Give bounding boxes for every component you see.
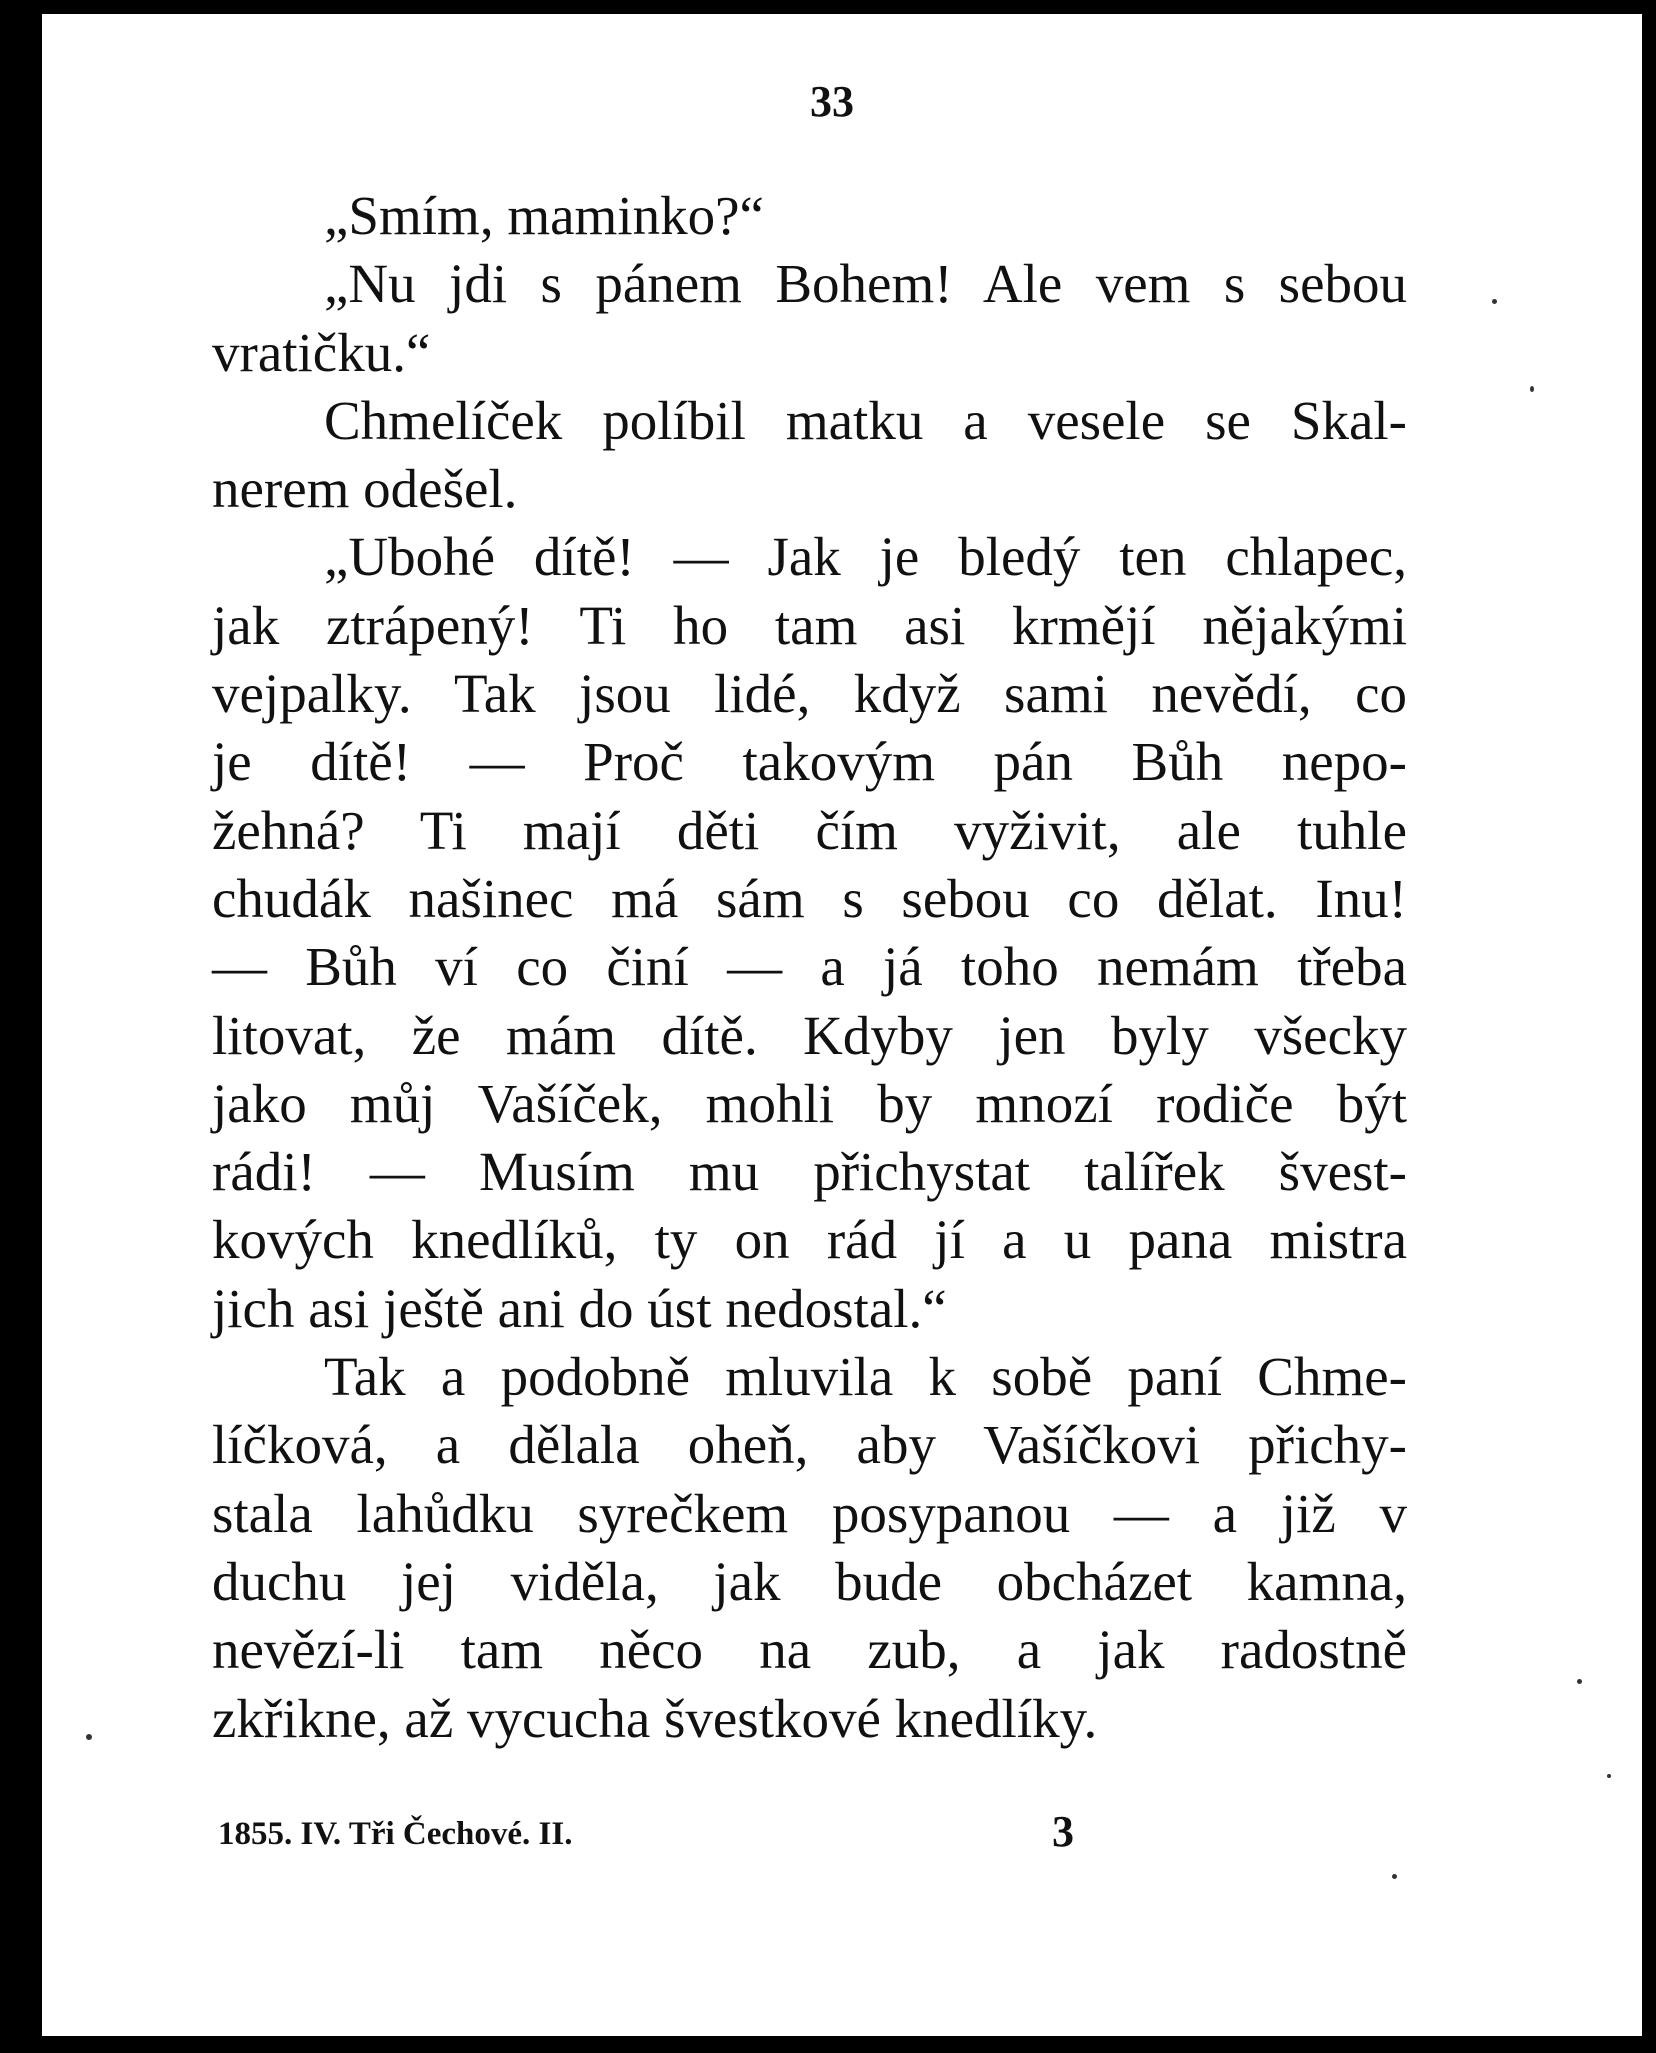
ink-speck [1492, 299, 1497, 304]
text-line-23: zkřikne, až vycucha švestkové knedlíky. [212, 1687, 1098, 1749]
book-page [42, 14, 1642, 2036]
text-line-17: jich asi ještě ani do úst nedostal.“ [212, 1277, 947, 1339]
ink-speck [1392, 1874, 1397, 1879]
text-line-10: žehná? Ti mají děti čím vyživit, ale tuhle [212, 799, 1407, 861]
text-line-14: jako můj Vašíček, mohli by mnozí rodiče být [212, 1072, 1407, 1134]
text-line-6: „Ubohé dítě! — Jak je bledý ten chlapec, [324, 526, 1407, 588]
text-line-7: jak ztrápený! Ti ho tam asi krmějí nějakými [212, 594, 1407, 656]
text-line-2: „Nu jdi s pánem Bohem! Ale vem s sebou [324, 253, 1407, 315]
text-line-1: „Smím, maminko?“ [324, 185, 764, 246]
page-body-text [212, 182, 1407, 1753]
signature-mark: 3 [1052, 1807, 1074, 1856]
text-line-19: líčková, a dělala oheň, aby Vašíčkovi přichy- [212, 1414, 1407, 1476]
text-line-22: nevězí-li tam něco na zub, a jak radostně [212, 1619, 1407, 1681]
text-line-4: Chmelíček políbil matku a vesele se Skal- [324, 389, 1407, 451]
page-number: 33 [810, 77, 854, 126]
ink-speck [1577, 1679, 1582, 1684]
text-line-20: stala lahůdku syrečkem posypanou — a již v [212, 1482, 1407, 1544]
text-line-3: vratičku.“ [212, 321, 431, 383]
text-line-18: Tak a podobně mluvila k sobě paní Chme- [324, 1346, 1407, 1408]
text-line-16: kových knedlíků, ty on rád jí a u pana mistra [212, 1209, 1407, 1271]
text-line-9: je dítě! — Proč takovým pán Bůh nepo- [212, 731, 1407, 793]
text-line-21: duchu jej viděla, jak bude obcházet kamna, [212, 1550, 1407, 1612]
ink-speck [1530, 386, 1534, 392]
text-line-11: chudák našinec má sám s sebou co dělat. Inu! [212, 867, 1407, 929]
text-line-5: nerem odešel. [212, 458, 518, 520]
text-line-15: rádi! — Musím mu přichystat talířek švest- [212, 1141, 1407, 1203]
text-line-12: — Bůh ví co činí — a já toho nemám třeba [212, 936, 1407, 998]
ink-speck [1607, 1774, 1611, 1778]
text-line-8: vejpalky. Tak jsou lidé, když sami nevědí, co [212, 663, 1407, 725]
text-line-13: litovat, že mám dítě. Kdyby jen byly všecky [212, 1004, 1407, 1066]
footer-imprint: 1855. IV. Tři Čechové. II. [218, 1816, 573, 1852]
ink-speck [86, 1734, 92, 1740]
